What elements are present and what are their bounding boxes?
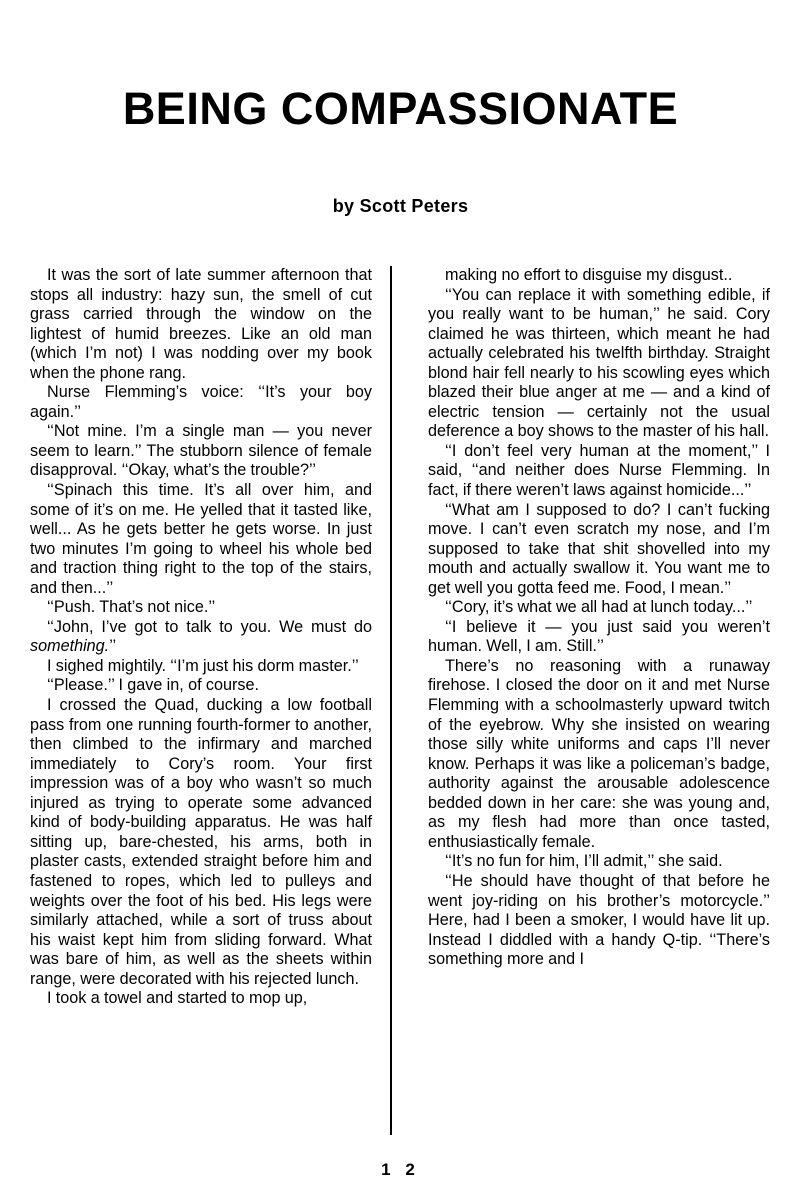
paragraph: ‘‘Push. That’s not nice.’’ xyxy=(47,598,216,617)
paragraph: ‘‘Not mine. I’m a single man — you never seem to learn.’’ The stubborn silence of female disapproval. ‘‘Okay, what’s the trouble?’’ xyxy=(30,422,372,480)
paragraph: ‘‘I don’t feel very human at the moment,’’ I said, ‘‘and neither does Nurse Flemming. In fact, if there weren’t laws against homicide...’’ xyxy=(428,441,770,500)
column-right xyxy=(428,266,770,970)
paragraph: Nurse Flemming’s voice: ‘‘It’s your boy again.’’ xyxy=(30,383,372,421)
paragraph: I took a towel and started to mop up, xyxy=(47,989,308,1008)
paragraph: ‘‘It’s no fun for him, I’ll admit,’’ she said. xyxy=(445,852,723,871)
paragraph: I crossed the Quad, ducking a low football pass from one running fourth-former to another, then climbed to the infirmary and marched immediately to Cory’s room. Your first impression was of a boy who wasn’t so much injured as trying to operate some advanced kind of body-building apparatus. He was half sitting up, bare-chested, his arms, both in plaster casts, extended straight before him and fastened to ropes, which led to pulleys and weights over the foot of his bed. His legs were similarly attached, while a sort of truss about his waist kept him from sliding forward. What was bare of him, as well as the sheets within range, were decorated with his rejected lunch. xyxy=(30,696,372,988)
paragraph: ‘‘I believe it — you just said you weren’t human. Well, I am. Still.’’ xyxy=(428,617,770,656)
page-number: 1 2 xyxy=(381,1160,420,1179)
paragraph: ‘‘What am I supposed to do? I can’t fucking move. I can’t even scratch my nose, and I’m supposed to take that shit shovelled into my mouth and actually swallow it. You want me to get well you gotta feed me. Food, I mean.’’ xyxy=(428,500,770,597)
paragraph: ‘‘You can replace it with something edible, if you really want to be human,’’ he said. Cory claimed he was thirteen, which meant he had actually celebrated his twelfth birthday. Straight blond hair fell nearly to his scowling eyes which blazed their blue anger at me — and a kind of electric tension — certainly not the usual deference a boy shows to the master of his hall. xyxy=(428,285,770,441)
paragraph: ‘‘Cory, it’s what we all had at lunch today...’’ xyxy=(445,598,753,617)
column-left xyxy=(30,266,372,1009)
paragraph: making no effort to disguise my disgust.. xyxy=(445,266,733,284)
paragraph: I sighed mightily. ‘‘I’m just his dorm master.’’ xyxy=(47,656,359,675)
body-columns xyxy=(30,266,770,1156)
paragraph: It was the sort of late summer afternoon that stops all industry: hazy sun, the smell of cut grass carried through the window on the lightest of humid breezes. Like an old man (which I’m not) I was nodding over my book when the phone rang. xyxy=(30,266,372,382)
paragraph: ‘‘He should have thought of that before he went joy-riding on his brother’s motorcycle.’’ Here, had I been a smoker, I would have lit up. Instead I diddled with a handy Q-tip. ‘‘There’s something more and I xyxy=(428,871,770,969)
paragraph: ‘‘Please.’’ I gave in, of course. xyxy=(47,676,259,695)
paragraph: There’s no reasoning with a runaway firehose. I closed the door on it and met Nurse Flemming with a schoolmasterly upward twitch of the eyebrow. Why she insisted on wearing those silly white uniforms and caps I’ll never know. Perhaps it was like a policeman’s badge, authority against the arousable adolescence bedded down in her care: she was young and, as my flesh had more than once tasted, enthusiastically female. xyxy=(428,656,770,851)
page-title: BEING COMPASSIONATE xyxy=(122,83,679,134)
paragraph: ‘‘John, I’ve got to talk to you. We must do something.’’ xyxy=(30,617,372,656)
paragraph: ‘‘Spinach this time. It’s all over him, and some of it’s on me. He yelled that it tasted like, well... As he gets better he gets worse. In just two minutes I’m going to wheel his whole bed and traction thing right to the top of the stairs, and then...’’ xyxy=(30,481,372,597)
byline: by Scott Peters xyxy=(332,196,469,216)
